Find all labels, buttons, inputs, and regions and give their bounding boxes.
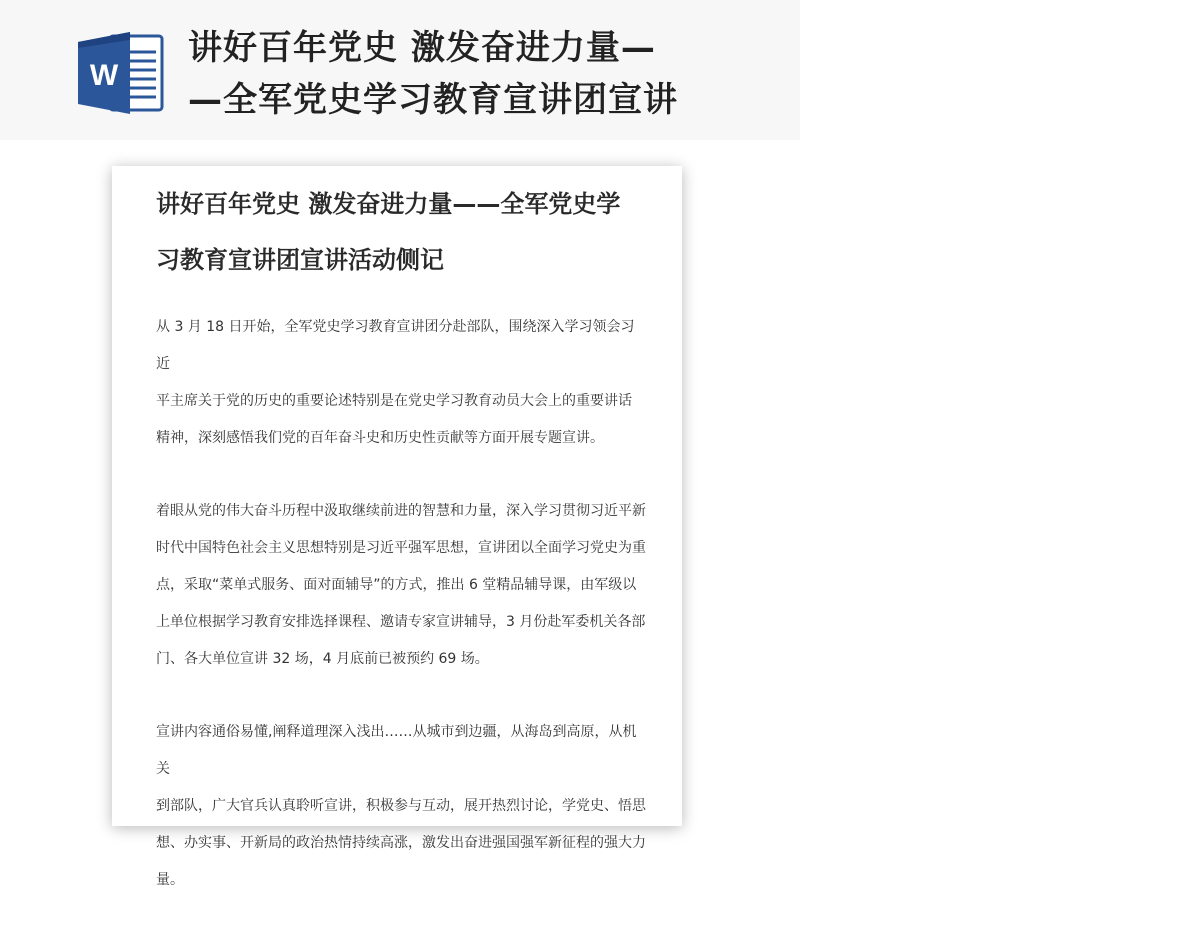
document-title: 讲好百年党史 激发奋进力量——全军党史学 习教育宣讲团宣讲活动侧记 bbox=[156, 190, 621, 274]
word-document-icon bbox=[76, 30, 166, 116]
document-body bbox=[156, 309, 648, 935]
banner-title: 讲好百年党史 激发奋进力量— —全军党史学习教育宣讲团宣讲 bbox=[188, 28, 678, 120]
paragraph-1: 从 3 月 18 日开始，全军党史学习教育宣讲团分赴部队，围绕深入学习领会习近 平主席关于党的历史的重要论述特别是在党史学习教育动员大会上的重要讲话 精神，深刻感悟我们党的百年奋斗史和历史性贡献等方面开展专题宣讲。 bbox=[156, 319, 635, 446]
document-page bbox=[112, 166, 682, 888]
paragraph-3: 宣讲内容通俗易懂,阐释道理深入浅出……从城市到边疆，从海岛到高原，从机关 到部队，广大官兵认真聆听宣讲，积极参与互动，展开热烈讨论，学党史、悟思 想、办实事、开新局的政治热情持续高涨，激发出奋进强国强军新征程的强大力 量。 bbox=[156, 724, 646, 888]
paragraph-2: 着眼从党的伟大奋斗历程中汲取继续前进的智慧和力量，深入学习贯彻习近平新 时代中国特色社会主义思想特别是习近平强军思想，宣讲团以全面学习党史为重 点，采取“菜单式服务、面对面辅导”的方式，推出 6 堂精品辅导课，由军级以 上单位根据学习教育安排选择课程、邀请专家宣讲辅导，3 月份赴军委机关各部 门、各大单位宣讲 32 场，4 月底前已被预约 69 场。 bbox=[156, 503, 646, 667]
word-letter: W bbox=[89, 59, 119, 92]
